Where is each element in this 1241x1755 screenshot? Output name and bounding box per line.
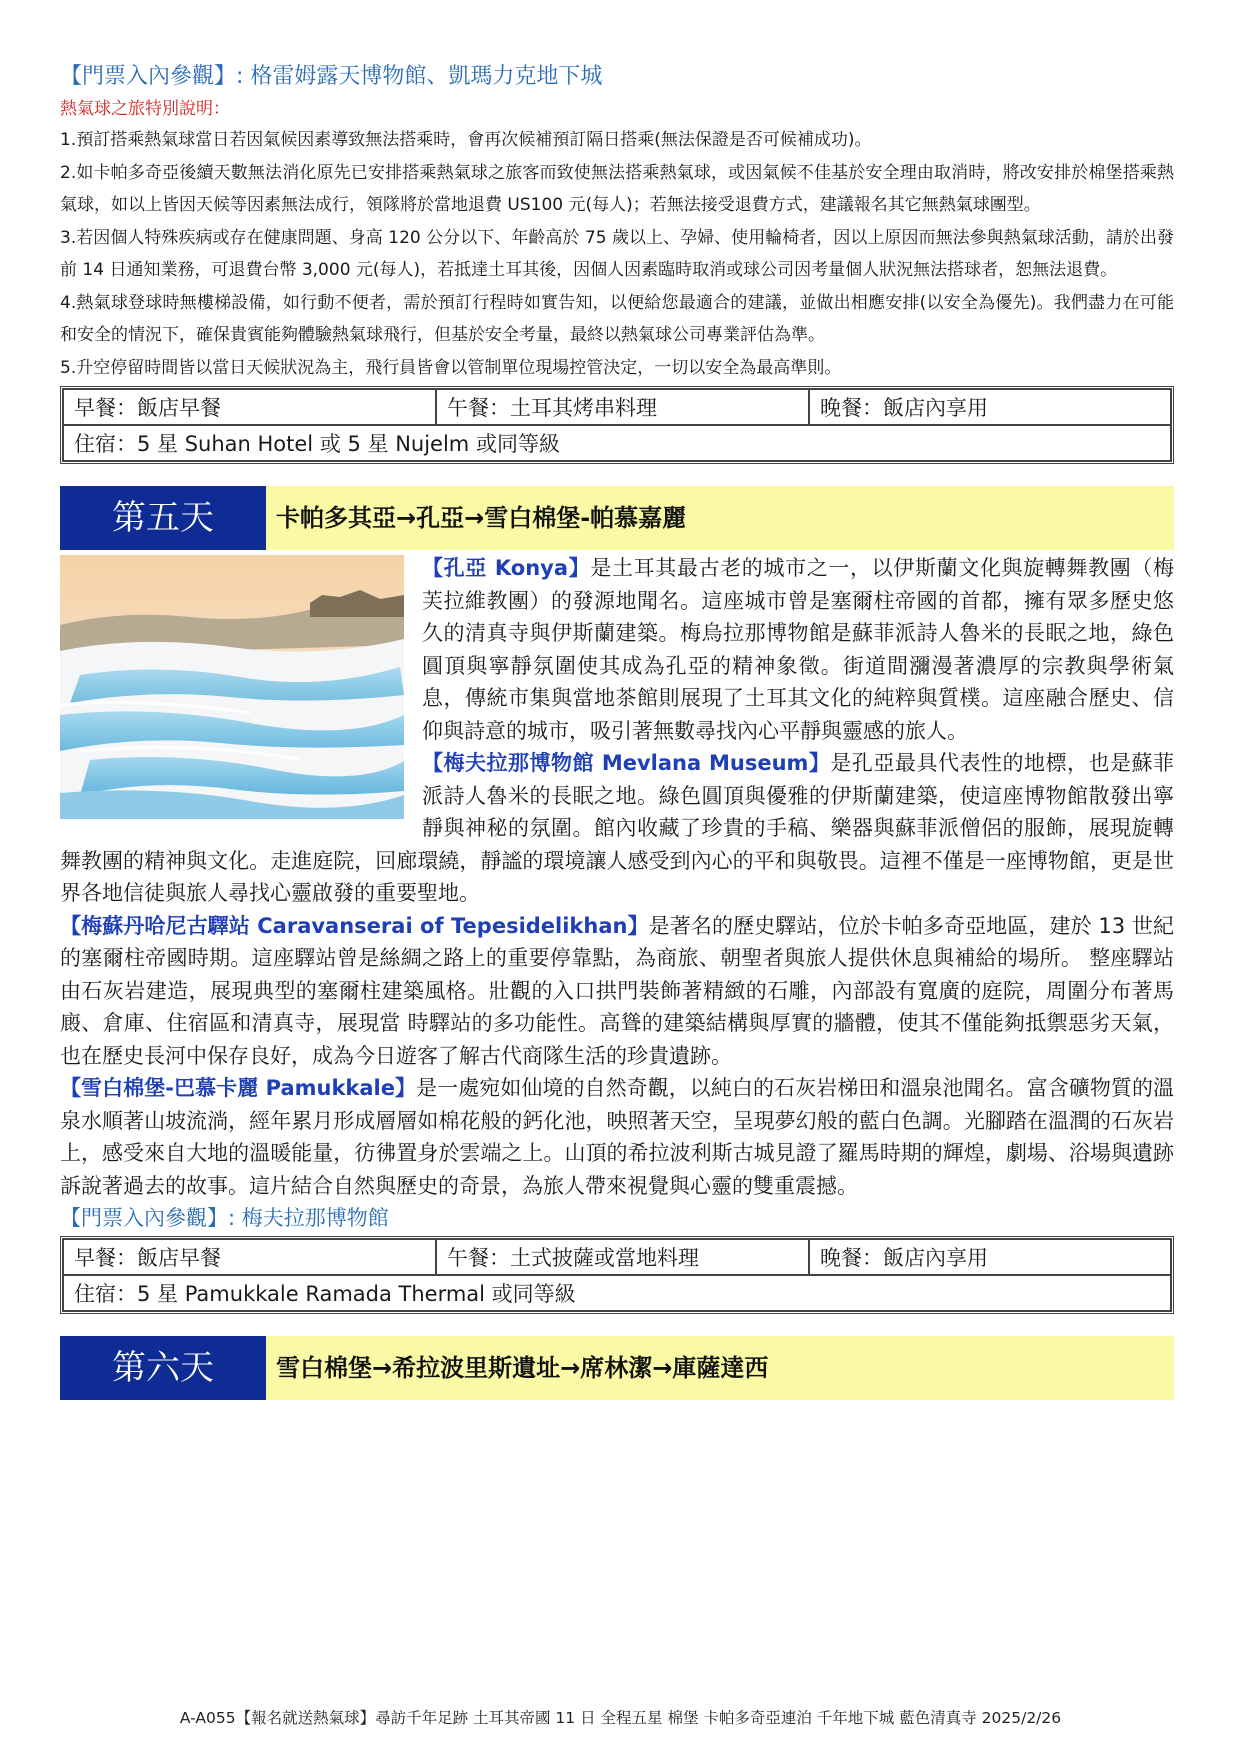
day5-body	[60, 552, 1174, 1202]
caravanserai-text: 是著名的歷史驛站，位於卡帕多奇亞地區，建於 13 世紀的塞爾柱帝國時期。這座驛站曾是絲綢之路上的重要停靠點，為商旅、朝聖者與旅人提供休息與補給的場所。 整座驛站由石灰岩建造，展現典型的塞爾柱建築風格。壯觀的入口拱門裝飾著精緻的石雕，內部設有寬廣的庭院，周圍分布著馬廄、倉庫、住宿區和清真寺，展現當 時驛站的多功能性。高聳的建築結構與厚實的牆體，使其不僅能夠抵禦惡劣天氣，也在歷史長河中保存良好，成為今日遊客了解古代商隊生活的珍貴遺跡。	[60, 913, 1175, 1068]
day6-header	[60, 1336, 1174, 1400]
pamukkale-text: 是一處宛如仙境的自然奇觀，以純白的石灰岩梯田和溫泉池聞名。富含礦物質的溫泉水順著山坡流淌，經年累月形成層層如棉花般的鈣化池，映照著天空，呈現夢幻般的藍白色調。光腳踏在溫潤的石灰岩上，感受來自大地的溫暖能量，彷彿置身於雲端之上。山頂的希拉波利斯古城見證了羅馬時期的輝煌，劇場、浴場與遺跡訴說著過去的故事。這片結合自然與歷史的奇景，為旅人帶來視覺與心靈的雙重震撼。	[60, 1076, 1174, 1198]
balloon-notes-title: 熱氣球之旅特別說明：	[60, 99, 230, 119]
page-footer: A-A055【報名就送熱氣球】尋訪千年足跡 土耳其帝國 11 日 全程五星 棉堡 卡帕多奇亞連泊 千年地下城 藍色清真寺 2025/2/26	[179, 1709, 1062, 1727]
balloon-notes	[60, 124, 1174, 384]
caravanserai-title: 【梅蘇丹哈尼古驛站 Caravanserai of Tepesidelikhan】	[60, 913, 649, 938]
day5-badge: 第五天	[60, 486, 266, 550]
day4-hotel: 住宿：5 星 Suhan Hotel 或 5 星 Nujelm 或同等級	[63, 425, 1171, 461]
mevlana-title: 【梅夫拉那博物館 Mevlana Museum】	[422, 751, 831, 775]
mevlana-text: 是孔亞最具代表性的地標，也是蘇菲派詩人魯米的長眠之地。綠色圓頂與優雅的伊斯蘭建築，使這座博物館散發出寧靜與神秘的氛圍。館內收藏了珍貴的手稿、樂器與蘇菲派僧侶的服飾，展現旋轉舞教團的精神與文化。走進庭院，回廊環繞，靜謐的環境讓人感受到內心的平和與敬畏。這裡不僅是一座博物館，更是世界各地信徒與旅人尋找心靈啟發的重要聖地。	[60, 751, 1174, 905]
day4-lunch: 午餐：土耳其烤串料理	[436, 389, 809, 425]
pamukkale-title: 【雪白棉堡-巴慕卡麗 Pamukkale】	[60, 1076, 417, 1100]
page	[60, 60, 1174, 1400]
day5-header	[60, 486, 1174, 550]
pamukkale-photo	[60, 555, 404, 819]
pamukkale-paragraph	[60, 1072, 1174, 1202]
day4-dinner: 晚餐：飯店內享用	[809, 389, 1171, 425]
day5-dinner: 晚餐：飯店內享用	[809, 1239, 1171, 1275]
balloon-note-3: 3.若因個人特殊疾病或存在健康問題、身高 120 公分以下、年齡高於 75 歲以上、孕婦、使用輪椅者，因以上原因而無法參與熱氣球活動，請於出發前 14 日通知業務，可退費台幣 3,000 元(每人)，若抵達土耳其後，因個人因素臨時取消或球公司因考量個人狀況無法搭球者，恕無法退費。	[60, 227, 1174, 280]
pamukkale-terraces-image	[60, 555, 404, 819]
day4-meals-table	[60, 386, 1174, 464]
konya-title: 【孔亞 Konya】	[422, 556, 591, 580]
day4-breakfast: 早餐：飯店早餐	[63, 389, 436, 425]
caravanserai-paragraph	[60, 910, 1174, 1073]
day5-hotel: 住宿：5 星 Pamukkale Ramada Thermal 或同等級	[63, 1275, 1171, 1311]
balloon-note-5: 5.升空停留時間皆以當日天候狀況為主，飛行員皆會以管制單位現場控管決定，一切以安全為最高準則。	[60, 357, 842, 378]
balloon-note-1: 1.預訂搭乘熱氣球當日若因氣候因素導致無法搭乘時，會再次候補預訂隔日搭乘(無法保證是否可候補成功)。	[60, 130, 872, 150]
day5-lunch: 午餐：土式披薩或當地料理	[436, 1239, 809, 1275]
day6-badge: 第六天	[60, 1336, 266, 1400]
day5-route: 卡帕多其亞→孔亞→雪白棉堡-帕慕嘉麗	[276, 504, 687, 532]
balloon-note-2: 2.如卡帕多奇亞後續天數無法消化原先已安排搭乘熱氣球之旅客而致使無法搭乘熱氣球，或因氣候不佳基於安全理由取消時，將改安排於棉堡搭乘熱氣球，如以上皆因天候等因素無法成行，領隊將於當地退費 US100 元(每人)；若無法接受退費方式，建議報名其它無熱氣球團型。	[60, 162, 1174, 215]
day4-ticket-line: 【門票入內參觀】: 格雷姆露天博物館、凱瑪力克地下城	[60, 64, 603, 89]
balloon-note-4: 4.熱氣球登球時無樓梯設備，如行動不便者，需於預訂行程時如實告知，以便給您最適合的建議，並做出相應安排(以安全為優先)。我們盡力在可能和安全的情況下，確保貴賓能夠體驗熱氣球飛行，但基於安全考量，最終以熱氣球公司專業評估為準。	[60, 292, 1174, 345]
day6-route: 雪白棉堡→希拉波里斯遺址→席林潔→庫薩達西	[276, 1354, 769, 1382]
konya-text: 是土耳其最古老的城市之一，以伊斯蘭文化與旋轉舞教團（梅芙拉維教團）的發源地聞名。這座城市曾是塞爾柱帝國的首都，擁有眾多歷史悠久的清真寺與伊斯蘭建築。梅烏拉那博物館是蘇菲派詩人魯米的長眠之地，綠色圓頂與寧靜氛圍使其成為孔亞的精神象徵。街道間瀰漫著濃厚的宗教與學術氣息，傳統市集與當地茶館則展現了土耳其文化的純粹與質樸。這座融合歷史、信仰與詩意的城市，吸引著無數尋找內心平靜與靈感的旅人。	[422, 556, 1175, 743]
day5-ticket-line: 【門票入內參觀】: 梅夫拉那博物館	[60, 1206, 389, 1230]
day5-breakfast: 早餐：飯店早餐	[63, 1239, 436, 1275]
day5-meals-table	[60, 1236, 1174, 1314]
